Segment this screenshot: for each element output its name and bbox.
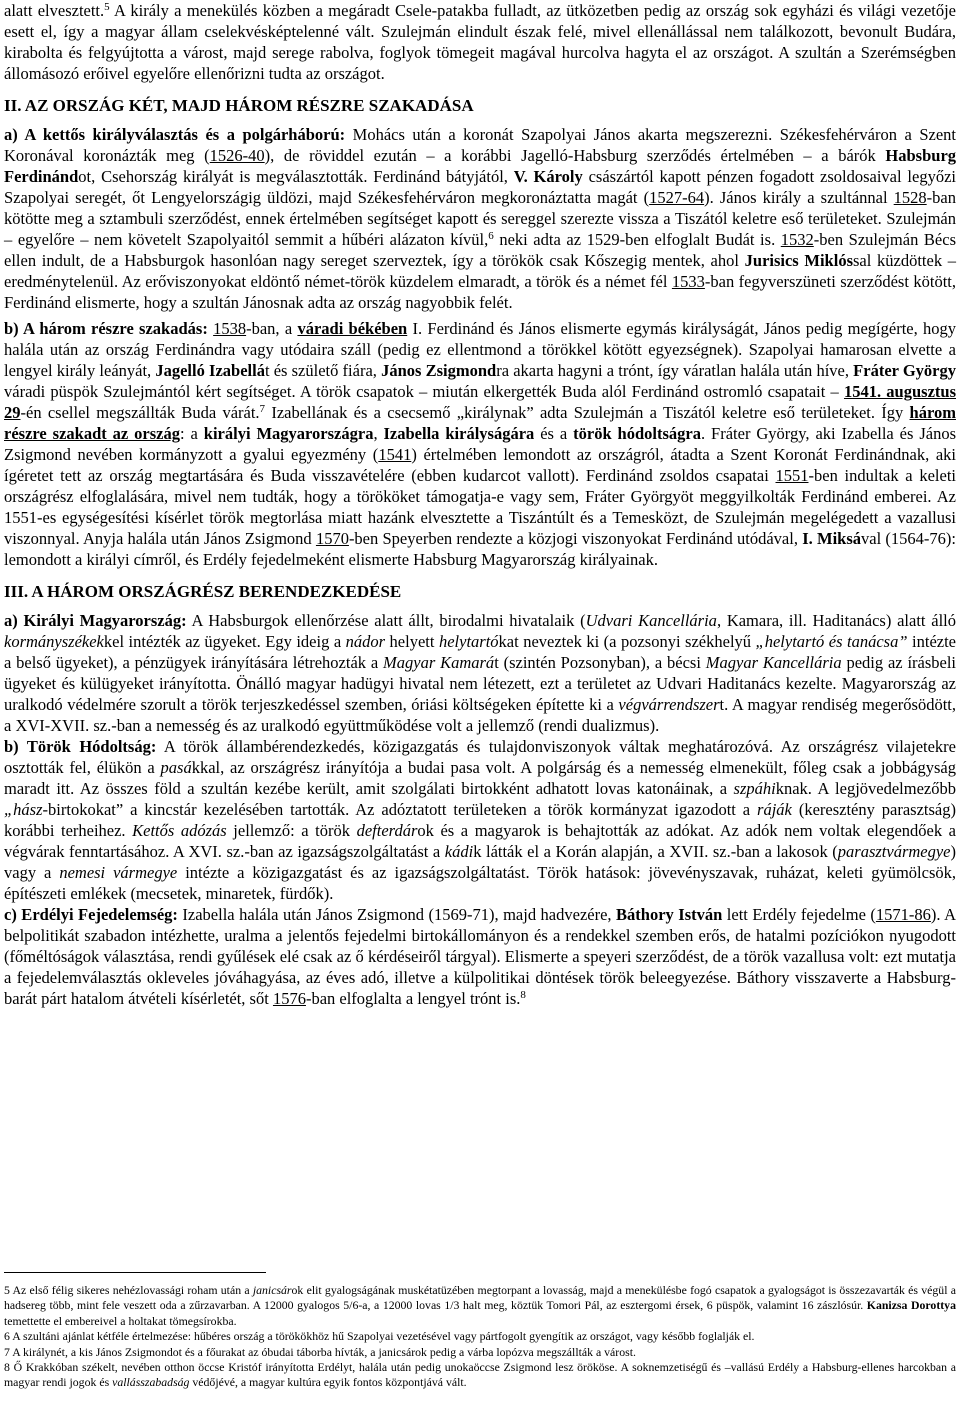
- paragraph: a) A kettős királyválasztás és a polgárháború: Mohács után a koronát Szapolyai János akarta megszerezni. Székesfehérváron a Szent Koronával koronázták meg (1526-40), de röviddel ezután – a korábbi Jagelló-Habsburg szerződés értelmében – a bárók Habsburg Ferdinándot, Csehország királyát is megválasztották. Ferdinánd bátyjától, V. Károly császártól kapott pénzen fogadott zsoldosaival legyőzi Szapolyai seregét, őt Lengyelországig üldözi, majd Székesfehérváron megkoronáztatta magát (1527-64). János király a szultánnal 1528-ban kötötte meg a sztambuli szerződést, ennek értelmében segítséget kapott és sereggel szerezte vissza a Tiszától keletre eső területeket. Szulejmán – egyelőre – nem követelt Szapolyaitól semmit a hűbéri alázaton kívül,$^6$ neki adta az 1529-ben elfoglalt Budát is. 1532-ben Szulejmán Bécs ellen indult, de a Habsburgok hasonlóan nagy sereget szerveztek, így a törökök csak Kőszegig mentek, ahol Jurisics Miklóssal küzdöttek – eredménytelenül. Az erőviszonyokat eldöntő német-török küzdelem elmaradt, a török és a német fél 1533-ban fegyverszüneti szerződést kötött, Ferdinánd elismerte, hogy a szultán Jánosnak adta az ország nagyobbik felét.: [4, 125, 957, 312]
- paragraph: alatt elvesztett.$^5$ A király a menekülés közben a megáradt Csele-patakba fulladt, az ütközetben pedig az ország sok egyházi és világi vezetője esett el, így a magyar állam cselekvésképtelenné vált. Szulejmán elindult észak felé, mivel ellenállással nem találkozott, bevonult Budára, kirabolta és felgyújtotta a várost, majd serege rabolva, foglyok tömegeit magával hurcolva hagyta el az országot. A szultán a Szerémségben állomásozó erőivel egyelőre ellenőrizni tudta az országot.: [4, 1, 957, 83]
- footnote: 8 Ő Krakkóban székelt, nevében otthon öccse Kristóf irányította Erdélyt, halála után pedig unokaöccse Zsigmond lesz örököse. A soknemzetiségű és –vallású Erdély a Habsburg-ellenes harcokban a magyar rendi jogok és vallásszabadság védőjévé, a magyar kultúra egyik fontos központjává vált.: [4, 1360, 956, 1390]
- paragraph: b) Török Hódoltság: A török állambérendezkedés, közigazgatás és tulajdonviszonyok váltak meghatározóvá. Az országrész vilajetekre osztották fel, élükön a pasákkal, az országrész irányítója a budai pasa volt. A polgárság és a nemesség elmenekült, főleg csak a jobbágyság maradt itt. Az összes föld a szultán kezébe került, amit szolgálati birtokként adhatott lovas katonáinak, a szpáhiknak. A legjövedelmezőbb „hász-birtokokat” a kincstár kezelésében tartották. Az adóztatott területeken a török kormányzat igazodott a ráják (keresztény parasztság) korábbi terheihez. Kettős adózás jellemző: a török defterdárok és a magyarok is behajtották az adókat. Az adók nem voltak elegendőek a végvárak fenntartásához. A XVI. sz.-ban az igazságszolgáltatást a kádik látták el a Korán alapján, a XVII. sz.-ban a lakosok (parasztvármegye) vagy a nemesi vármegye intézte a közigazgatást és az igazságszolgáltatást. Török hatások: jövevényszavak, ruházat, keleti gyümölcsök, építészeti emlékek (mecsetek, minaretek, fürdők).: [4, 737, 957, 903]
- footnote: 5 Az első félig sikeres nehézlovassági roham után a janicsárok elit gyalogságának muskétatüzében megtorpant a lovasság, majd a menekülésbe fogó csapatok a gyalogságot is összezavarták és végül a hadsereg több, mint fele veszett oda a zűrzavarban. A 12000 gyalogos 5/6-a, a 12000 lovas 1/3 halt meg, köztük Tomori Pál, az esztergomi érsek, 6 püspök, valamint 16 zászlósúr. Kanizsa Dorottya temettette el embereivel a holtakat tömegsírokba.: [4, 1283, 956, 1328]
- footnotes: [4, 1283, 956, 1391]
- paragraph: a) Királyi Magyarország: A Habsburgok ellenőrzése alatt állt, birodalmi hivatalaik (Udvari Kancellária, Kamara, ill. Haditanács) alatt álló kormányszékekkel intézték az ügyeket. Egy ideig a nádor helyett helytartókat neveztek ki (a pozsonyi székhelyű „helytartó és tanácsa” intézte a belső ügyeket), a pénzügyek irányítására létrehozták a Magyar Kamarát (szintén Pozsonyban), a bécsi Magyar Kancellária pedig az írásbeli ügyeket és külügyeket irányította. Önálló magyar hadügyi hivatal nem létezett, ezt a területet az Udvari Haditanács kezelte. Magyarország az uralkodó védelmére szorult a török terjeszkedéssel szemben, óriási költségeken építette ki a végvárrendszert. A magyar rendiség megerősödött, a XVI-XVII. sz.-ban a nemesség és az uralkodó együttműködése volt a jellemző (rendi dualizmus).: [4, 611, 957, 735]
- spacer: [4, 570, 956, 579]
- footnote-divider: [4, 1272, 266, 1273]
- section-heading: III. A HÁROM ORSZÁGRÉSZ BERENDEZKEDÉSE: [4, 582, 402, 601]
- document-body: [4, 0, 956, 1009]
- footnote: 6 A szultáni ajánlat kétféle értelmezése: hűbéres ország a törökökhöz hű Szapolyai vezetésével vagy pártfogolt gyengítik az országot, vagy később foglalják el.: [4, 1329, 755, 1344]
- footnote: 7 A királynét, a kis János Zsigmondot és a főurakat az óbudai táborba hívták, a janicsárok pedig a várba lopózva megszállták a várost.: [4, 1344, 636, 1359]
- spacer: [4, 84, 956, 93]
- section-heading: II. AZ ORSZÁG KÉT, MAJD HÁROM RÉSZRE SZAKADÁSA: [4, 96, 474, 115]
- paragraph: b) A három részre szakadás: 1538-ban, a váradi békében I. Ferdinánd és János elismerte egymás királyságát, János pedig megígérte, hogy halála után az ország Ferdinándra vagy utódaira száll (pedig ez ellentmond a törökkel kötött egyezségnek). Szapolyai hamarosan elvette a lengyel király leányát, Jagelló Izabellát és születő fiára, János Zsigmondra akarta hagyni a trónt, így váratlan halála után híve, Fráter György váradi püspök Szulejmántól kért segítséget. A török csapatok – miután elkergették Buda alól Ferdinánd ostromló csapatait – 1541. augusztus 29-én csellel megszállták Buda várát.$^7$ Izabellának és a csecsemő „királynak” adta Szulejmán a Tiszától keletre eső területeket. Így három részre szakadt az ország: a királyi Magyarországra, Izabella királyságára és a török hódoltságra. Fráter György, aki Izabella és János Zsigmond nevében kormányzott a gyalui egyezmény (1541) értelmében lemondott az országról, átadta a Szent Koronát Ferdinándnak, aki ígéretet tett az ország megtartására és Buda visszavételére (ebben kudarcot vallott). Ferdinánd zsoldos csapatai 1551-ben indultak a keleti országrész elfoglalására, mivel nem tudták, hogy a törököket támogatja-e vagy sem, Fráter Györgyöt meggyilkolták Ferdinánd emberei. Az 1551-es egységesítési kísérlet török megtorlása miatt hazánk elvesztette a Tiszántúlt és a Temesközt, de Szulejmán megelégedett a vazallusi viszonnyal. Anyja halála után János Zsigmond 1570-ben Speyerben rendezte a közjogi viszonyokat Ferdinánd utódával, I. Miksával (1564-76): lemondott a királyi címről, és Erdély fejedelmeként elismerte Habsburg Magyarország királyainak.: [4, 319, 957, 569]
- paragraph: c) Erdélyi Fejedelemség: Izabella halála után János Zsigmond (1569-71), majd hadvezére, Báthory István lett Erdély fejedelme (1571-86). A belpolitikát szabadon intézhette, uralma a jelentős fejedelmi birtokállományon és a rendekkel szemben erős, de hatalmi pozíciókon nyugodott (főméltóságok választása, rendi gyűlések elé csak az ő kérdéseiről tárgyal). Elismerte a speyeri szerződést, de a török vazallusa volt: ezt mutatja a fejedelemválasztás okleveles jóváhagyása, az éves adó, illetve a külpolitikai döntések török beleegyezése. Báthory visszaverte a Habsburg-barát párt hatalom átvételi kísérletét, sőt 1576-ban elfoglalta a lengyel trónt is.$^8$: [4, 905, 957, 1008]
